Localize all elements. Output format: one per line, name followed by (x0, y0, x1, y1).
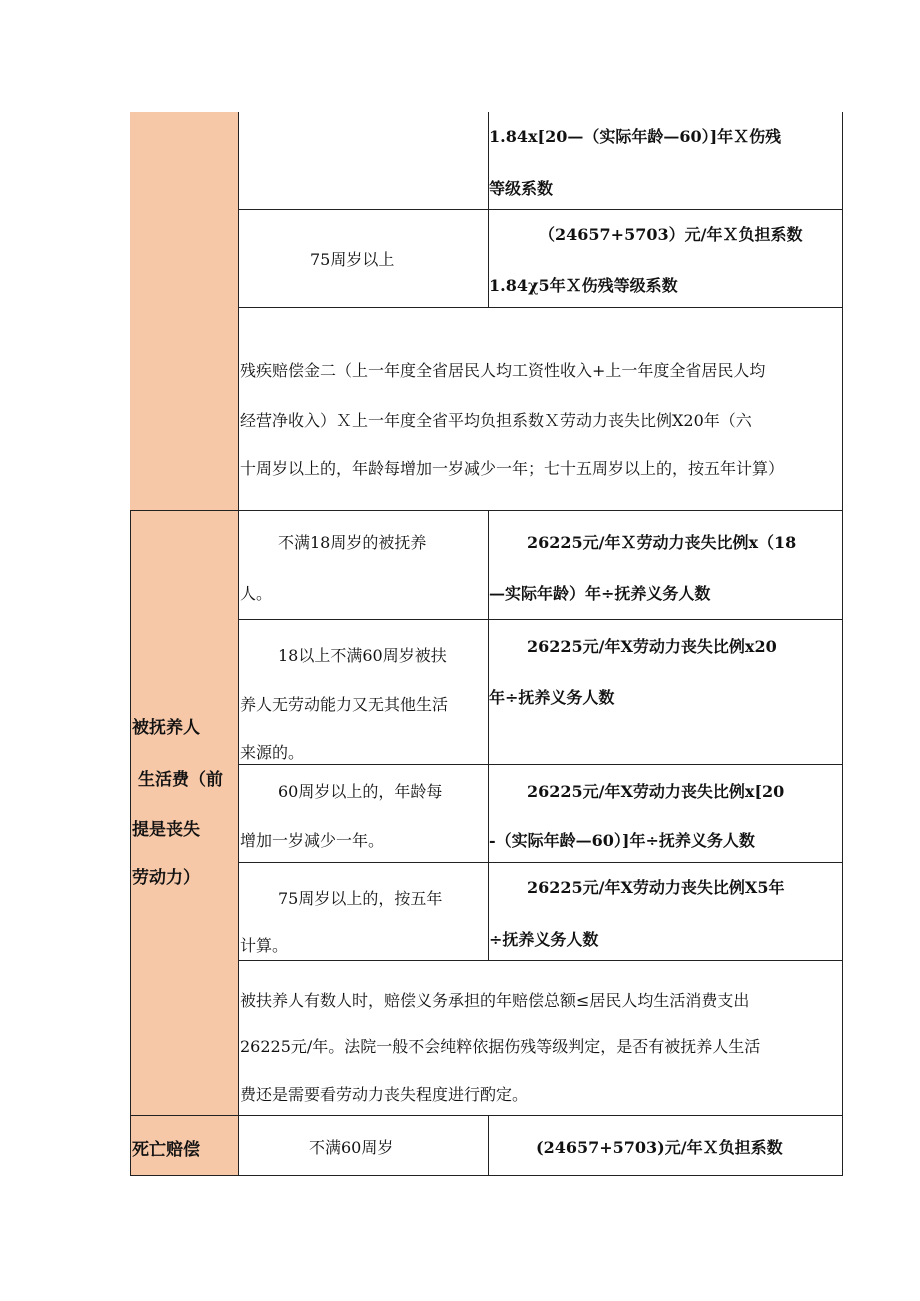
r8-text-line-3: 费还是需要看劳动力丧失程度进行酌定。 (240, 1085, 529, 1104)
r2-formula-line-2: 1.84χ5年Ｘ伤残等级系数 (489, 276, 678, 295)
r8-text-line-1: 被扶养人有数人时，赔偿义务承担的年赔偿总额≤居民人均生活消费支出 (240, 991, 750, 1010)
compensation-table (130, 112, 843, 1176)
label-cell-dependent-living-expense (130, 510, 238, 1115)
hline-row1 (238, 209, 843, 210)
dependent-label-line-1: 被抚养人 (132, 718, 200, 738)
label-cell-disability (130, 112, 238, 510)
r9-age-condition: 不满60周岁 (309, 1138, 394, 1157)
r7-condition-line-1: 75周岁以上的，按五年 (278, 889, 443, 908)
r2-formula-line-1: （24657+5703）元/年Ｘ负担系数 (539, 225, 803, 244)
divider-label-col (238, 112, 239, 1176)
hline-row8 (130, 1115, 843, 1116)
r4-condition-line-1: 不满18周岁的被抚养 (278, 533, 427, 552)
label-cell-death-compensation (130, 1115, 238, 1176)
r7-condition-line-2: 计算。 (240, 936, 289, 955)
r3-text-line-3: 十周岁以上的，年龄每增加一岁减少一年；七十五周岁以上的，按五年计算） (240, 459, 785, 478)
death-compensation-label: 死亡赔偿 (132, 1140, 200, 1160)
r3-text-line-2: 经营净收入）Ｘ上一年度全省平均负担系数Ｘ劳动力丧失比例X20年（六 (240, 411, 752, 430)
divider-mid-col-bottom (488, 1115, 489, 1176)
r6-formula-line-1: 26225元/年X劳动力丧失比例x[20 (527, 782, 785, 801)
hline-row5 (238, 764, 843, 765)
r4-condition-line-2: 人。 (240, 584, 273, 603)
r4-formula-line-1: 26225元/年Ｘ劳动力丧失比例x（18 (527, 533, 797, 552)
hline-row7 (238, 960, 843, 961)
r5-condition-line-1: 18以上不满60周岁被扶 (278, 646, 447, 665)
r3-text-line-1: 残疾赔偿金二（上一年度全省居民人均工资性收入+上一年度全省居民人均 (240, 361, 766, 380)
r7-formula-line-2: ÷抚养义务人数 (489, 930, 599, 949)
r1-formula-line-2: 等级系数 (489, 179, 554, 198)
hline-row6 (238, 862, 843, 863)
r5-formula-line-1: 26225元/年X劳动力丧失比例x20 (527, 637, 777, 656)
dependent-label-line-2: 生活费（前 (138, 770, 223, 790)
r6-condition-line-1: 60周岁以上的，年龄每 (278, 782, 443, 801)
divider-mid-col-middle (488, 510, 489, 960)
r6-condition-line-2: 增加一岁减少一年。 (240, 831, 385, 850)
r2-age-condition: 75周岁以上 (310, 250, 395, 269)
hline-row2 (238, 307, 843, 308)
hline-bottom (130, 1175, 843, 1176)
r8-text-line-2: 26225元/年。法院一般不会纯粹依据伤残等级判定，是否有被抚养人生活 (240, 1037, 761, 1056)
r5-condition-line-2: 养人无劳动能力又无其他生活 (240, 695, 449, 714)
border-right (842, 112, 843, 1176)
hline-row3 (130, 510, 843, 511)
r9-formula: (24657+5703)元/年Ｘ负担系数 (536, 1138, 783, 1157)
border-left (130, 510, 131, 1176)
r6-formula-line-2: -（实际年龄—60）]年÷抚养义务人数 (489, 831, 755, 850)
hline-row4 (238, 619, 843, 620)
r5-formula-line-2: 年÷抚养义务人数 (489, 688, 615, 707)
r5-condition-line-3: 来源的。 (240, 743, 305, 762)
r1-formula-line-1: 1.84x[20—（实际年龄—60）]年Ｘ伤残 (489, 127, 782, 146)
dependent-label-line-4: 劳动力） (132, 868, 200, 888)
dependent-label-line-3: 提是丧失 (132, 820, 200, 840)
r7-formula-line-1: 26225元/年X劳动力丧失比例X5年 (527, 878, 785, 897)
r4-formula-line-2: —实际年龄）年÷抚养义务人数 (489, 584, 711, 603)
